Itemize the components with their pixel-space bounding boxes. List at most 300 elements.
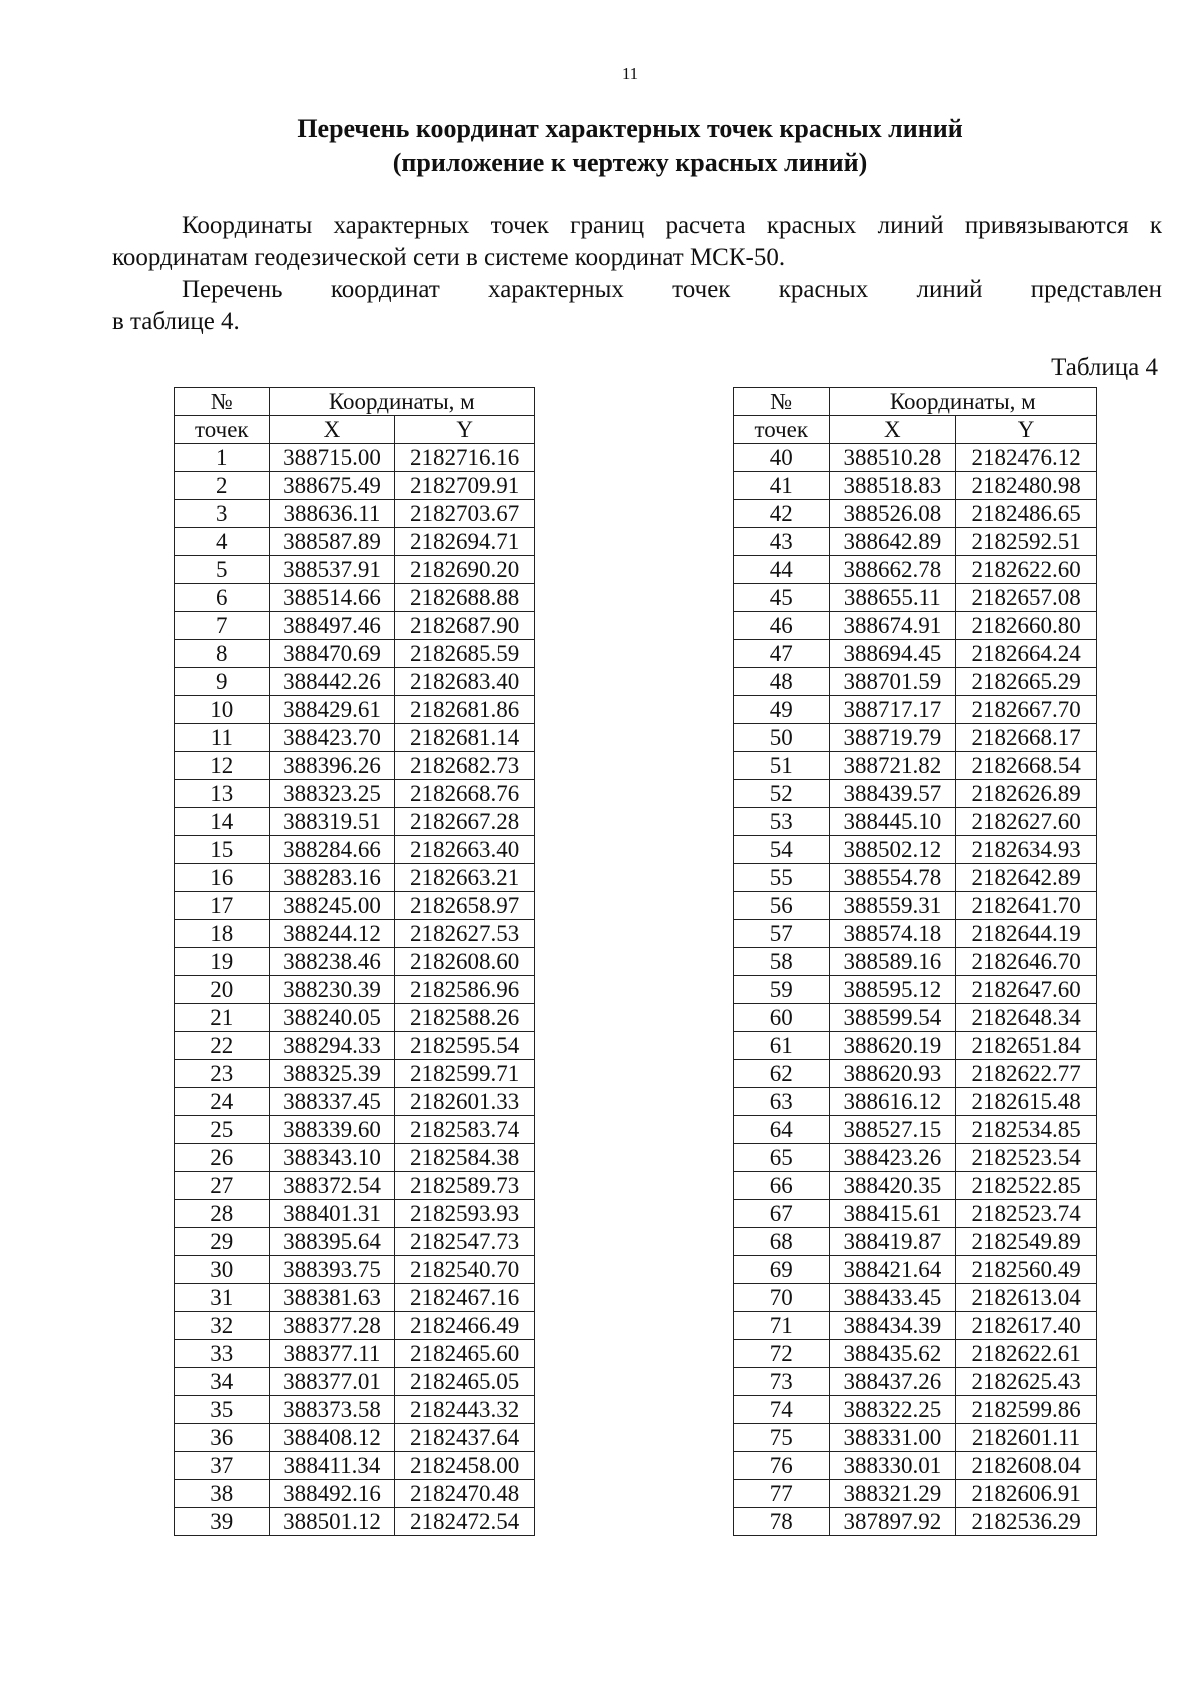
x-value: 388554.78 bbox=[829, 864, 956, 892]
table-row bbox=[734, 1228, 1097, 1256]
table-row bbox=[175, 1200, 535, 1228]
point-number: 61 bbox=[734, 1032, 830, 1060]
point-number: 3 bbox=[175, 500, 270, 528]
point-number: 53 bbox=[734, 808, 830, 836]
x-value: 388439.57 bbox=[829, 780, 956, 808]
table-row bbox=[175, 500, 535, 528]
table-row bbox=[175, 696, 535, 724]
point-number: 42 bbox=[734, 500, 830, 528]
y-value: 2182665.29 bbox=[956, 668, 1097, 696]
y-value: 2182668.17 bbox=[956, 724, 1097, 752]
y-value: 2182668.76 bbox=[395, 780, 535, 808]
point-number: 66 bbox=[734, 1172, 830, 1200]
y-value: 2182615.48 bbox=[956, 1088, 1097, 1116]
x-value: 388537.91 bbox=[269, 556, 395, 584]
x-value: 388526.08 bbox=[829, 500, 956, 528]
table-row bbox=[175, 920, 535, 948]
y-value: 2182486.65 bbox=[956, 500, 1097, 528]
y-value: 2182593.93 bbox=[395, 1200, 535, 1228]
y-value: 2182622.60 bbox=[956, 556, 1097, 584]
y-value: 2182690.20 bbox=[395, 556, 535, 584]
point-number: 5 bbox=[175, 556, 270, 584]
y-value: 2182681.86 bbox=[395, 696, 535, 724]
table-row bbox=[734, 808, 1097, 836]
table-row bbox=[175, 528, 535, 556]
header-x: X bbox=[829, 416, 956, 444]
table-caption: Таблица 4 bbox=[1051, 354, 1158, 381]
point-number: 28 bbox=[175, 1200, 270, 1228]
point-number: 49 bbox=[734, 696, 830, 724]
table-row bbox=[734, 836, 1097, 864]
table-row bbox=[734, 1172, 1097, 1200]
table-row bbox=[175, 444, 535, 472]
x-value: 387897.92 bbox=[829, 1508, 956, 1536]
y-value: 2182647.60 bbox=[956, 976, 1097, 1004]
table-row bbox=[175, 892, 535, 920]
point-number: 72 bbox=[734, 1340, 830, 1368]
x-value: 388337.45 bbox=[269, 1088, 395, 1116]
x-value: 388620.19 bbox=[829, 1032, 956, 1060]
table-row bbox=[734, 640, 1097, 668]
point-number: 51 bbox=[734, 752, 830, 780]
point-number: 36 bbox=[175, 1424, 270, 1452]
table-row bbox=[734, 1088, 1097, 1116]
point-number: 78 bbox=[734, 1508, 830, 1536]
point-number: 76 bbox=[734, 1452, 830, 1480]
x-value: 388719.79 bbox=[829, 724, 956, 752]
point-number: 62 bbox=[734, 1060, 830, 1088]
y-value: 2182627.53 bbox=[395, 920, 535, 948]
table-row bbox=[175, 724, 535, 752]
point-number: 67 bbox=[734, 1200, 830, 1228]
point-number: 15 bbox=[175, 836, 270, 864]
point-number: 70 bbox=[734, 1284, 830, 1312]
y-value: 2182683.40 bbox=[395, 668, 535, 696]
point-number: 63 bbox=[734, 1088, 830, 1116]
y-value: 2182599.71 bbox=[395, 1060, 535, 1088]
point-number: 25 bbox=[175, 1116, 270, 1144]
paragraph-1-text: Координаты характерных точек границ расчета красных линий привязываются к координатам геодезической сети в системе координат МСК-50. bbox=[112, 212, 1162, 271]
y-value: 2182560.49 bbox=[956, 1256, 1097, 1284]
x-value: 388445.10 bbox=[829, 808, 956, 836]
point-number: 65 bbox=[734, 1144, 830, 1172]
x-value: 388283.16 bbox=[269, 864, 395, 892]
header-points: точек bbox=[175, 416, 270, 444]
x-value: 388616.12 bbox=[829, 1088, 956, 1116]
x-value: 388419.87 bbox=[829, 1228, 956, 1256]
y-value: 2182663.40 bbox=[395, 836, 535, 864]
point-number: 14 bbox=[175, 808, 270, 836]
x-value: 388377.11 bbox=[269, 1340, 395, 1368]
y-value: 2182685.59 bbox=[395, 640, 535, 668]
x-value: 388442.26 bbox=[269, 668, 395, 696]
x-value: 388497.46 bbox=[269, 612, 395, 640]
table-row bbox=[734, 1004, 1097, 1032]
point-number: 12 bbox=[175, 752, 270, 780]
point-number: 58 bbox=[734, 948, 830, 976]
table-row bbox=[734, 444, 1097, 472]
point-number: 71 bbox=[734, 1312, 830, 1340]
table-row bbox=[734, 1368, 1097, 1396]
y-value: 2182617.40 bbox=[956, 1312, 1097, 1340]
point-number: 43 bbox=[734, 528, 830, 556]
y-value: 2182589.73 bbox=[395, 1172, 535, 1200]
table-row bbox=[175, 1508, 535, 1536]
table-row bbox=[734, 1256, 1097, 1284]
y-value: 2182599.86 bbox=[956, 1396, 1097, 1424]
table-row bbox=[175, 472, 535, 500]
paragraph-coordinates-reference bbox=[112, 210, 1162, 274]
y-value: 2182601.33 bbox=[395, 1088, 535, 1116]
header-num: № bbox=[734, 388, 830, 416]
y-value: 2182547.73 bbox=[395, 1228, 535, 1256]
x-value: 388492.16 bbox=[269, 1480, 395, 1508]
y-value: 2182667.28 bbox=[395, 808, 535, 836]
table-row bbox=[175, 556, 535, 584]
y-value: 2182549.89 bbox=[956, 1228, 1097, 1256]
x-value: 388372.54 bbox=[269, 1172, 395, 1200]
point-number: 77 bbox=[734, 1480, 830, 1508]
point-number: 74 bbox=[734, 1396, 830, 1424]
point-number: 27 bbox=[175, 1172, 270, 1200]
x-value: 388514.66 bbox=[269, 584, 395, 612]
x-value: 388589.16 bbox=[829, 948, 956, 976]
table-row bbox=[175, 948, 535, 976]
x-value: 388574.18 bbox=[829, 920, 956, 948]
table-row bbox=[734, 1508, 1097, 1536]
y-value: 2182703.67 bbox=[395, 500, 535, 528]
header-x: X bbox=[269, 416, 395, 444]
page-number: 11 bbox=[621, 64, 639, 83]
table-row bbox=[734, 1424, 1097, 1452]
x-value: 388433.45 bbox=[829, 1284, 956, 1312]
x-value: 388245.00 bbox=[269, 892, 395, 920]
point-number: 52 bbox=[734, 780, 830, 808]
y-value: 2182642.89 bbox=[956, 864, 1097, 892]
table-row bbox=[175, 640, 535, 668]
y-value: 2182584.38 bbox=[395, 1144, 535, 1172]
y-value: 2182476.12 bbox=[956, 444, 1097, 472]
y-value: 2182467.16 bbox=[395, 1284, 535, 1312]
point-number: 39 bbox=[175, 1508, 270, 1536]
x-value: 388674.91 bbox=[829, 612, 956, 640]
x-value: 388595.12 bbox=[829, 976, 956, 1004]
x-value: 388396.26 bbox=[269, 752, 395, 780]
table-row bbox=[734, 892, 1097, 920]
table-row bbox=[734, 472, 1097, 500]
y-value: 2182466.49 bbox=[395, 1312, 535, 1340]
table-row bbox=[175, 1340, 535, 1368]
table-row bbox=[734, 1200, 1097, 1228]
x-value: 388322.25 bbox=[829, 1396, 956, 1424]
point-number: 54 bbox=[734, 836, 830, 864]
x-value: 388655.11 bbox=[829, 584, 956, 612]
point-number: 11 bbox=[175, 724, 270, 752]
x-value: 388331.00 bbox=[829, 1424, 956, 1452]
point-number: 45 bbox=[734, 584, 830, 612]
y-value: 2182625.43 bbox=[956, 1368, 1097, 1396]
x-value: 388636.11 bbox=[269, 500, 395, 528]
x-value: 388501.12 bbox=[269, 1508, 395, 1536]
point-number: 60 bbox=[734, 1004, 830, 1032]
table-row bbox=[734, 696, 1097, 724]
point-number: 18 bbox=[175, 920, 270, 948]
table-row bbox=[734, 948, 1097, 976]
point-number: 24 bbox=[175, 1088, 270, 1116]
table-row bbox=[734, 1480, 1097, 1508]
point-number: 19 bbox=[175, 948, 270, 976]
paragraph-2-line-1: Перечень координат характерных точек красных линий представлен bbox=[182, 276, 1162, 303]
y-value: 2182523.74 bbox=[956, 1200, 1097, 1228]
table-row bbox=[175, 1452, 535, 1480]
table-row bbox=[734, 1312, 1097, 1340]
title-line-1: Перечень координат характерных точек красных линий bbox=[297, 114, 963, 143]
point-number: 32 bbox=[175, 1312, 270, 1340]
table-row bbox=[734, 1452, 1097, 1480]
point-number: 1 bbox=[175, 444, 270, 472]
y-value: 2182663.21 bbox=[395, 864, 535, 892]
table-row bbox=[734, 1144, 1097, 1172]
y-value: 2182470.48 bbox=[395, 1480, 535, 1508]
table-row bbox=[734, 668, 1097, 696]
y-value: 2182595.54 bbox=[395, 1032, 535, 1060]
coordinates-table-right bbox=[733, 387, 1097, 1536]
x-value: 388240.05 bbox=[269, 1004, 395, 1032]
point-number: 10 bbox=[175, 696, 270, 724]
y-value: 2182536.29 bbox=[956, 1508, 1097, 1536]
x-value: 388437.26 bbox=[829, 1368, 956, 1396]
y-value: 2182592.51 bbox=[956, 528, 1097, 556]
y-value: 2182716.16 bbox=[395, 444, 535, 472]
point-number: 7 bbox=[175, 612, 270, 640]
x-value: 388230.39 bbox=[269, 976, 395, 1004]
y-value: 2182657.08 bbox=[956, 584, 1097, 612]
point-number: 50 bbox=[734, 724, 830, 752]
x-value: 388587.89 bbox=[269, 528, 395, 556]
table-row bbox=[734, 864, 1097, 892]
x-value: 388675.49 bbox=[269, 472, 395, 500]
y-value: 2182644.19 bbox=[956, 920, 1097, 948]
point-number: 30 bbox=[175, 1256, 270, 1284]
y-value: 2182664.24 bbox=[956, 640, 1097, 668]
y-value: 2182472.54 bbox=[395, 1508, 535, 1536]
table-row bbox=[734, 1340, 1097, 1368]
point-number: 47 bbox=[734, 640, 830, 668]
point-number: 21 bbox=[175, 1004, 270, 1032]
table-row bbox=[734, 584, 1097, 612]
x-value: 388701.59 bbox=[829, 668, 956, 696]
table-row bbox=[175, 1060, 535, 1088]
header-y: Y bbox=[956, 416, 1097, 444]
table-row bbox=[175, 1032, 535, 1060]
y-value: 2182608.04 bbox=[956, 1452, 1097, 1480]
table-row bbox=[175, 1004, 535, 1032]
table-row bbox=[175, 1228, 535, 1256]
x-value: 388423.70 bbox=[269, 724, 395, 752]
y-value: 2182626.89 bbox=[956, 780, 1097, 808]
header-points: точек bbox=[734, 416, 830, 444]
point-number: 9 bbox=[175, 668, 270, 696]
y-value: 2182437.64 bbox=[395, 1424, 535, 1452]
x-value: 388527.15 bbox=[829, 1116, 956, 1144]
paragraph-2-line-2: в таблице 4. bbox=[112, 308, 240, 335]
table-row bbox=[175, 1284, 535, 1312]
y-value: 2182522.85 bbox=[956, 1172, 1097, 1200]
x-value: 388518.83 bbox=[829, 472, 956, 500]
table-row bbox=[175, 1368, 535, 1396]
y-value: 2182465.05 bbox=[395, 1368, 535, 1396]
x-value: 388435.62 bbox=[829, 1340, 956, 1368]
point-number: 35 bbox=[175, 1396, 270, 1424]
y-value: 2182681.14 bbox=[395, 724, 535, 752]
table-row bbox=[734, 500, 1097, 528]
y-value: 2182480.98 bbox=[956, 472, 1097, 500]
table-row bbox=[734, 528, 1097, 556]
table-row bbox=[175, 1088, 535, 1116]
x-value: 388415.61 bbox=[829, 1200, 956, 1228]
point-number: 68 bbox=[734, 1228, 830, 1256]
point-number: 55 bbox=[734, 864, 830, 892]
point-number: 38 bbox=[175, 1480, 270, 1508]
y-value: 2182523.54 bbox=[956, 1144, 1097, 1172]
y-value: 2182540.70 bbox=[395, 1256, 535, 1284]
table-row bbox=[175, 1256, 535, 1284]
table-row bbox=[175, 1116, 535, 1144]
table-row bbox=[175, 1480, 535, 1508]
point-number: 48 bbox=[734, 668, 830, 696]
x-value: 388510.28 bbox=[829, 444, 956, 472]
y-value: 2182586.96 bbox=[395, 976, 535, 1004]
point-number: 44 bbox=[734, 556, 830, 584]
y-value: 2182608.60 bbox=[395, 948, 535, 976]
point-number: 59 bbox=[734, 976, 830, 1004]
y-value: 2182613.04 bbox=[956, 1284, 1097, 1312]
y-value: 2182646.70 bbox=[956, 948, 1097, 976]
x-value: 388721.82 bbox=[829, 752, 956, 780]
y-value: 2182648.34 bbox=[956, 1004, 1097, 1032]
y-value: 2182668.54 bbox=[956, 752, 1097, 780]
y-value: 2182660.80 bbox=[956, 612, 1097, 640]
x-value: 388330.01 bbox=[829, 1452, 956, 1480]
x-value: 388662.78 bbox=[829, 556, 956, 584]
paragraph-table-reference bbox=[112, 274, 1162, 338]
x-value: 388244.12 bbox=[269, 920, 395, 948]
table-row bbox=[175, 1396, 535, 1424]
point-number: 69 bbox=[734, 1256, 830, 1284]
y-value: 2182641.70 bbox=[956, 892, 1097, 920]
y-value: 2182458.00 bbox=[395, 1452, 535, 1480]
table-row bbox=[734, 976, 1097, 1004]
table-row bbox=[175, 668, 535, 696]
x-value: 388377.01 bbox=[269, 1368, 395, 1396]
x-value: 388373.58 bbox=[269, 1396, 395, 1424]
x-value: 388321.29 bbox=[829, 1480, 956, 1508]
table-row bbox=[734, 780, 1097, 808]
point-number: 56 bbox=[734, 892, 830, 920]
table-row bbox=[734, 724, 1097, 752]
x-value: 388434.39 bbox=[829, 1312, 956, 1340]
table-row bbox=[734, 1116, 1097, 1144]
x-value: 388381.63 bbox=[269, 1284, 395, 1312]
y-value: 2182634.93 bbox=[956, 836, 1097, 864]
table-row bbox=[175, 864, 535, 892]
y-value: 2182583.74 bbox=[395, 1116, 535, 1144]
x-value: 388423.26 bbox=[829, 1144, 956, 1172]
x-value: 388694.45 bbox=[829, 640, 956, 668]
point-number: 23 bbox=[175, 1060, 270, 1088]
table-row bbox=[734, 752, 1097, 780]
header-y: Y bbox=[395, 416, 535, 444]
point-number: 37 bbox=[175, 1452, 270, 1480]
x-value: 388420.35 bbox=[829, 1172, 956, 1200]
x-value: 388715.00 bbox=[269, 444, 395, 472]
y-value: 2182709.91 bbox=[395, 472, 535, 500]
point-number: 29 bbox=[175, 1228, 270, 1256]
x-value: 388377.28 bbox=[269, 1312, 395, 1340]
x-value: 388429.61 bbox=[269, 696, 395, 724]
x-value: 388642.89 bbox=[829, 528, 956, 556]
point-number: 64 bbox=[734, 1116, 830, 1144]
y-value: 2182534.85 bbox=[956, 1116, 1097, 1144]
y-value: 2182651.84 bbox=[956, 1032, 1097, 1060]
y-value: 2182443.32 bbox=[395, 1396, 535, 1424]
x-value: 388325.39 bbox=[269, 1060, 395, 1088]
y-value: 2182622.77 bbox=[956, 1060, 1097, 1088]
point-number: 31 bbox=[175, 1284, 270, 1312]
point-number: 73 bbox=[734, 1368, 830, 1396]
table-row bbox=[175, 1172, 535, 1200]
point-number: 4 bbox=[175, 528, 270, 556]
table-row bbox=[175, 808, 535, 836]
x-value: 388411.34 bbox=[269, 1452, 395, 1480]
x-value: 388408.12 bbox=[269, 1424, 395, 1452]
document-title bbox=[0, 112, 1200, 180]
x-value: 388421.64 bbox=[829, 1256, 956, 1284]
x-value: 388717.17 bbox=[829, 696, 956, 724]
y-value: 2182694.71 bbox=[395, 528, 535, 556]
table-row bbox=[734, 1060, 1097, 1088]
x-value: 388502.12 bbox=[829, 836, 956, 864]
y-value: 2182588.26 bbox=[395, 1004, 535, 1032]
x-value: 388339.60 bbox=[269, 1116, 395, 1144]
table-row bbox=[734, 1284, 1097, 1312]
x-value: 388284.66 bbox=[269, 836, 395, 864]
table-row bbox=[175, 584, 535, 612]
y-value: 2182622.61 bbox=[956, 1340, 1097, 1368]
table-row bbox=[175, 780, 535, 808]
table-row bbox=[175, 752, 535, 780]
table-row bbox=[175, 1424, 535, 1452]
x-value: 388323.25 bbox=[269, 780, 395, 808]
point-number: 13 bbox=[175, 780, 270, 808]
table-row bbox=[734, 920, 1097, 948]
y-value: 2182687.90 bbox=[395, 612, 535, 640]
point-number: 33 bbox=[175, 1340, 270, 1368]
y-value: 2182601.11 bbox=[956, 1424, 1097, 1452]
y-value: 2182667.70 bbox=[956, 696, 1097, 724]
y-value: 2182682.73 bbox=[395, 752, 535, 780]
title-line-2: (приложение к чертежу красных линий) bbox=[392, 148, 868, 177]
point-number: 34 bbox=[175, 1368, 270, 1396]
coordinates-table-left bbox=[174, 387, 535, 1536]
point-number: 8 bbox=[175, 640, 270, 668]
point-number: 40 bbox=[734, 444, 830, 472]
x-value: 388343.10 bbox=[269, 1144, 395, 1172]
x-value: 388294.33 bbox=[269, 1032, 395, 1060]
header-num: № bbox=[175, 388, 270, 416]
table-row bbox=[734, 1032, 1097, 1060]
table-row bbox=[175, 612, 535, 640]
